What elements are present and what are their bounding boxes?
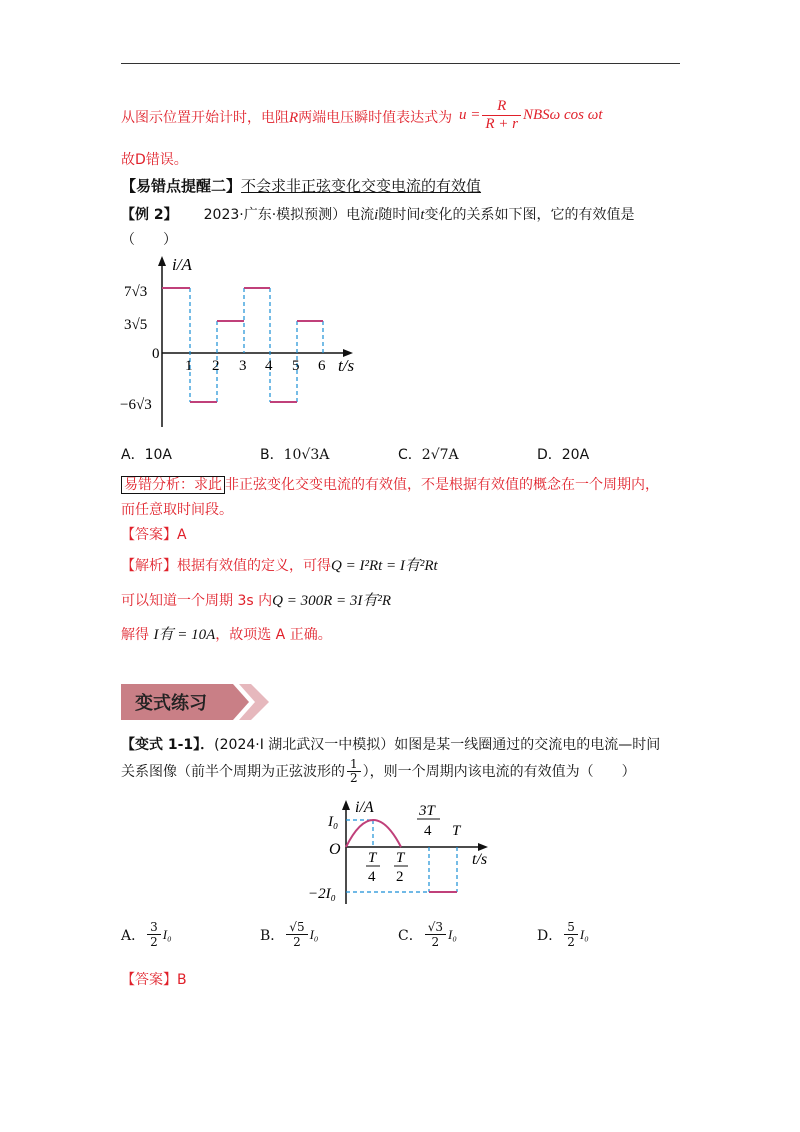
- section-heading: [121, 176, 481, 196]
- x-tick-1: 1: [185, 358, 193, 374]
- current-time-graph: [120, 252, 370, 432]
- answer-1: 【答案】A: [121, 527, 187, 543]
- symbol-i: i: [374, 207, 379, 223]
- y-tick-3root5: 3√5: [124, 317, 148, 333]
- example-tag: 【例 2】: [121, 207, 178, 223]
- solution-line1: [121, 108, 452, 128]
- explain-formula-2: Q = 300R = 3I有²R: [272, 593, 392, 609]
- label-I0: I₀: [328, 814, 339, 830]
- x-tick-4: 4: [265, 358, 273, 374]
- symbol-R: R: [289, 110, 299, 126]
- y-tick-neg6root3: −6√3: [120, 397, 152, 413]
- example-source: 2023·广东·模拟预测）电流: [203, 207, 375, 223]
- label-3T-over-4-num: 3T: [419, 803, 435, 819]
- x-axis-label-2: t/s: [472, 851, 488, 868]
- solution-text: 从图示位置开始计时，电阻: [121, 110, 289, 126]
- x-tick-3: 3: [239, 358, 247, 374]
- label-neg-2I0: −2I₀: [308, 886, 336, 902]
- variant-line1: 【变式 1-1】．(2024·I 湖北武汉一中模拟）如图是某一线圈通过的交流电的电流—时间: [121, 737, 661, 753]
- x-tick-6: 6: [318, 358, 326, 374]
- option2-a[interactable]: A． $\frac{3}{2}$ I₀: [121, 920, 172, 949]
- variant-line2: 关系图像（前半个周期为正弦波形的 $\frac{1}{2}$ ），则一个周期内该电流的有效值为（ ）: [121, 757, 636, 785]
- answer-2: 【答案】B: [121, 972, 187, 988]
- x-tick-5: 5: [292, 358, 300, 374]
- header-rule: [121, 63, 680, 64]
- y-tick-7root3: 7√3: [124, 284, 148, 300]
- label-T-over-4-den: 4: [368, 869, 376, 885]
- label-T-over-2-num: T: [396, 850, 405, 866]
- option-c[interactable]: C．2√7A: [398, 447, 459, 463]
- solution-text: 两端电压瞬时值表达式为: [298, 110, 453, 126]
- heading-bracket: 【易错点提醒二】: [121, 177, 242, 195]
- explain-line1: 【解析】根据有效值的定义，可得Q = I²Rt = I有²Rt: [121, 558, 438, 574]
- formula-rhs: NBSω cos ωt: [523, 107, 603, 123]
- analysis-label: 易错分析：求此: [121, 476, 225, 494]
- symbol-t: t: [420, 207, 425, 223]
- x-axis-2-arrow: [478, 843, 488, 851]
- option-d[interactable]: D．20A: [537, 447, 590, 463]
- explain-line3: 解得 I有 = 10A，故项选 A 正确。: [121, 627, 332, 643]
- heading-text: 不会求非正弦变化交变电流的有效值: [241, 177, 482, 195]
- fraction-one-half: $\frac{1}{2}$: [347, 758, 361, 785]
- y-axis-2-arrow: [342, 800, 350, 810]
- formula-fraction: $\frac{R}{R + r}$: [482, 98, 521, 133]
- voltage-formula: [459, 98, 603, 133]
- explain-formula-1: Q = I²Rt = I有²Rt: [331, 558, 438, 574]
- explain-tag: 【解析】: [121, 558, 177, 574]
- option-a[interactable]: A．10A: [121, 447, 172, 463]
- explain-line2: 可以知道一个周期 3s 内Q = 300R = 3I有²R: [121, 593, 392, 609]
- option2-c[interactable]: C． $\frac{√3}{2}$ I₀: [398, 920, 457, 949]
- error-analysis-line2: 而任意取时间段。: [121, 502, 233, 518]
- origin-label: 0: [152, 346, 160, 362]
- variant-tag: 【变式 1-1】．: [121, 737, 215, 753]
- explain-formula-3: I有 = 10A: [153, 627, 216, 643]
- x-tick-2: 2: [212, 358, 220, 374]
- x-axis-label: t/s: [338, 356, 355, 375]
- example-question: 【例 2】 2023·广东·模拟预测）电流i随时间t变化的关系如下图，它的有效值是: [121, 207, 635, 223]
- variant-practice-banner: [121, 684, 271, 720]
- error-analysis-line1: 易错分析：求此 非正弦变化交变电流的有效值，不是根据有效值的概念在一个周期内，: [121, 475, 659, 495]
- label-T-over-2-den: 2: [396, 869, 404, 885]
- option-b[interactable]: B．10√3A: [260, 447, 330, 463]
- y-axis-label-2: i/A: [355, 799, 374, 816]
- option2-b[interactable]: B． $\frac{√5}{2}$ I₀: [260, 920, 319, 949]
- y-axis-arrow: [158, 256, 166, 266]
- option2-d[interactable]: D． $\frac{5}{2}$ I₀: [537, 920, 589, 949]
- banner-text: 变式练习: [135, 693, 207, 714]
- sine-current-graph: [300, 796, 500, 906]
- label-T-over-4-num: T: [368, 850, 377, 866]
- answer-paren: （ ）: [121, 232, 177, 248]
- current-waveform: [162, 288, 323, 402]
- y-axis-label: i/A: [172, 255, 192, 274]
- label-T: T: [452, 823, 461, 839]
- formula-lhs: u =: [459, 107, 481, 123]
- label-3T-over-4-den: 4: [424, 823, 432, 839]
- origin-O: O: [329, 841, 341, 858]
- dashed-guides: [190, 288, 323, 402]
- solution-line2: 故D错误。: [121, 152, 188, 168]
